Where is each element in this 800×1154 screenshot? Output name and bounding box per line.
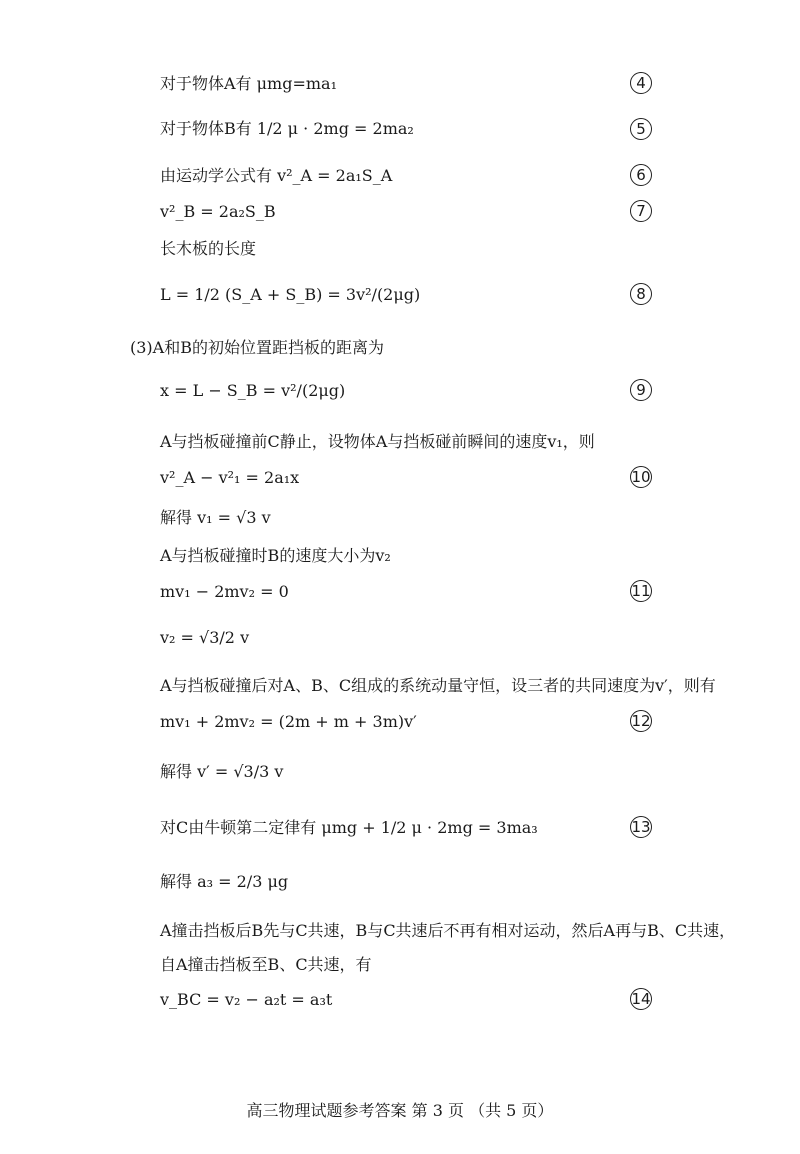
- line-12: A与挡板碰撞时B的速度大小为v₂: [160, 546, 391, 565]
- eq-number-12: 12: [631, 712, 651, 730]
- page-footer: 高三物理试题参考答案 第 3 页 （共 5 页）: [246, 1101, 554, 1120]
- line-14: v₂ = √3/2 v: [160, 628, 250, 647]
- eq-number-14: 14: [631, 990, 651, 1008]
- line-2: 对于物体B有 1/2 μ · 2mg = 2ma₂: [160, 119, 414, 138]
- eq-number-13: 13: [631, 818, 651, 836]
- eq-number-4: 4: [630, 72, 652, 94]
- line-1: 对于物体A有 μmg=ma₁: [160, 74, 337, 93]
- line-10: v²_A − v²₁ = 2a₁x: [160, 468, 300, 487]
- line-17: 解得 v′ = √3/3 v: [160, 762, 284, 781]
- line-6: L = 1/2 (S_A + S_B) = 3v²/(2μg): [160, 285, 421, 304]
- line-20: A撞击挡板后B先与C共速，B与C共速后不再有相对运动，然后A再与B、C共速，: [160, 921, 736, 940]
- line-5: 长木板的长度: [160, 239, 257, 258]
- line-19: 解得 a₃ = 2/3 μg: [160, 872, 289, 891]
- line-8: x = L − S_B = v²/(2μg): [160, 381, 346, 400]
- line-21: 自A撞击挡板至B、C共速，有: [160, 955, 372, 974]
- eq-number-10: 10: [631, 468, 651, 486]
- line-7: (3)A和B的初始位置距挡板的距离为: [130, 338, 384, 357]
- line-18: 对C由牛顿第二定律有 μmg + 1/2 μ · 2mg = 3ma₃: [160, 818, 538, 837]
- line-13: mv₁ − 2mv₂ = 0: [160, 582, 289, 601]
- line-22: v_BC = v₂ − a₂t = a₃t: [160, 990, 333, 1009]
- eq-number-7: 7: [630, 200, 652, 222]
- eq-number-8: 8: [630, 283, 652, 305]
- eq-number-11: 11: [631, 582, 651, 600]
- line-11: 解得 v₁ = √3 v: [160, 508, 271, 527]
- line-3: 由运动学公式有 v²_A = 2a₁S_A: [160, 166, 393, 185]
- line-16: mv₁ + 2mv₂ = (2m + m + 3m)v′: [160, 712, 417, 731]
- line-15: A与挡板碰撞后对A、B、C组成的系统动量守恒，设三者的共同速度为v′，则有: [160, 676, 716, 695]
- line-9: A与挡板碰撞前C静止，设物体A与挡板碰前瞬间的速度v₁，则: [160, 432, 595, 451]
- eq-number-9: 9: [630, 379, 652, 401]
- eq-number-5: 5: [630, 118, 652, 140]
- eq-number-6: 6: [630, 164, 652, 186]
- line-4: v²_B = 2a₂S_B: [160, 202, 276, 221]
